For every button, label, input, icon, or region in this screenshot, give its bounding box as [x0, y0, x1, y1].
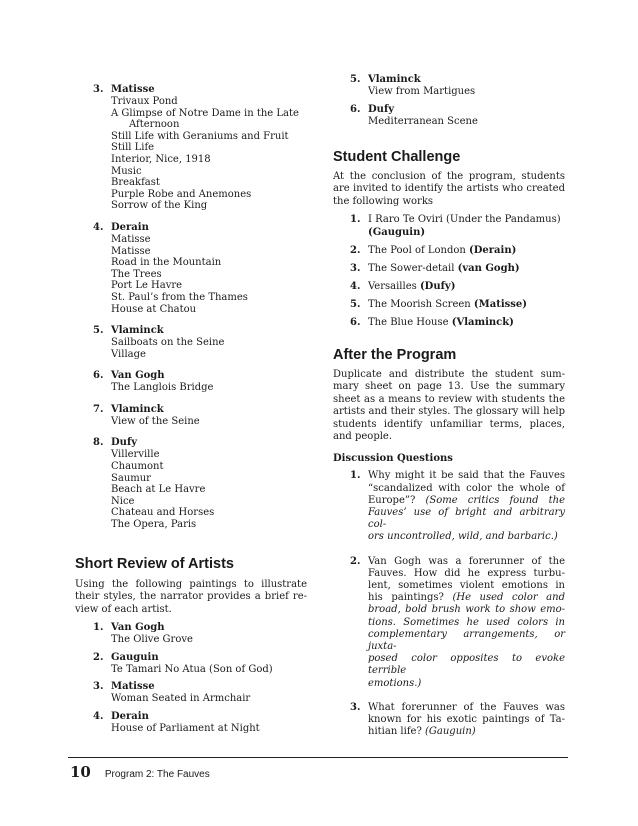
- list-item: [93, 437, 313, 530]
- item-number: 5.: [350, 74, 361, 85]
- list-item: [93, 404, 313, 428]
- painting-title: House of Parliament at Night: [111, 723, 260, 734]
- answer-line: complementary arrangements, or juxta-: [368, 628, 565, 653]
- painting-title: Purple Robe and Anemones: [111, 188, 252, 200]
- item-number: 4.: [93, 711, 104, 722]
- painting-title: Still Life with Geraniums and Fruit: [111, 130, 289, 142]
- list-item: [350, 245, 565, 257]
- painting-title: The Opera, Paris: [111, 519, 197, 531]
- painting-title: Road in the Mountain: [111, 257, 222, 269]
- text-line: sheet as a means to review with students the: [333, 393, 565, 405]
- painting-title: St. Paul’s from the Thames: [111, 291, 248, 303]
- review-list: [75, 622, 307, 734]
- question-item: [350, 702, 565, 739]
- item-text: [368, 263, 565, 275]
- question-number: 1.: [350, 470, 361, 482]
- item-text: [368, 214, 565, 239]
- text-line: “scandalized with color the whole of: [368, 482, 565, 494]
- answer-line: posed color opposites to evoke terrible: [368, 653, 565, 677]
- list-item: [350, 214, 565, 239]
- question-item: [350, 556, 565, 690]
- text-line: and people.: [333, 431, 393, 443]
- list-item: [93, 325, 313, 360]
- answer-text: (Gauguin): [425, 726, 476, 738]
- painting-title: The Pool of London: [368, 244, 466, 256]
- painting-title: Sailboats on the Seine: [111, 337, 225, 349]
- painting-title: I Raro Te Oviri (Under the Pandamus): [368, 214, 561, 226]
- answer-text: (Matisse): [473, 298, 527, 310]
- text-line: Fauves. How did he express turbu-: [368, 567, 565, 579]
- painting-title: The Moorish Screen: [368, 298, 471, 310]
- painting-title: Villerville: [111, 449, 160, 461]
- answer-text: (Gauguin): [368, 226, 426, 238]
- artist-name: Derain: [111, 221, 149, 233]
- short-review-section: [75, 555, 307, 735]
- item-number: 1.: [350, 214, 361, 226]
- text-line: known for his exotic paintings of Ta-: [368, 714, 565, 726]
- artist-name: Vlaminck: [111, 403, 164, 415]
- section-paragraph: [333, 369, 565, 443]
- painting-title: Mediterranean Scene: [368, 115, 478, 127]
- question-number: 3.: [350, 701, 361, 713]
- item-number: 1.: [93, 622, 104, 634]
- after-program-section: [333, 346, 565, 739]
- painting-title: Afternoon: [129, 119, 180, 131]
- text-line: What forerunner of the Fauves was: [368, 701, 565, 713]
- painting-title: View from Martigues: [368, 86, 476, 97]
- list-item: [350, 281, 565, 293]
- item-number: 2.: [350, 244, 361, 256]
- painting-title: Matisse: [111, 245, 151, 257]
- page-number: 10: [70, 763, 91, 781]
- painting-title: Versailles: [368, 280, 417, 292]
- student-challenge-section: [333, 148, 565, 335]
- painting-title: The Olive Grove: [111, 634, 193, 646]
- list-item: [350, 299, 565, 311]
- footer-title: Program 2: The Fauves: [104, 769, 210, 780]
- list-item: [350, 104, 565, 128]
- painting-title: Te Tamari No Atua (Son of God): [111, 663, 273, 675]
- answer-text: (Derain): [469, 244, 517, 256]
- artist-name: Gauguin: [111, 651, 159, 663]
- answer-line: Fauves’ use of bright and arbitrary col-: [368, 507, 565, 531]
- painting-title: Chaumont: [111, 461, 164, 473]
- list-item: [93, 84, 313, 212]
- painting-title: Village: [111, 348, 146, 360]
- question-item: [350, 470, 565, 543]
- artist-name: Vlaminck: [368, 74, 421, 85]
- artist-name: Matisse: [111, 681, 155, 693]
- item-number: 8.: [93, 437, 104, 449]
- item-number: 2.: [93, 651, 104, 663]
- item-number: 3.: [93, 681, 104, 693]
- answer-line: tions. Sometimes he used colors in: [368, 616, 565, 628]
- painting-title: Breakfast: [111, 177, 160, 189]
- artist-name: Vlaminck: [111, 325, 164, 337]
- answer-text: (He used color and: [452, 592, 565, 604]
- artist-name: Dufy: [368, 103, 395, 115]
- list-item: [350, 74, 565, 98]
- answer-line: broad, bold brush work to show emo-: [368, 604, 565, 616]
- text-line: Why might it be said that the Fauves: [368, 470, 565, 482]
- item-number: 6.: [93, 370, 104, 382]
- section-heading: Short Review of Artists: [75, 556, 234, 572]
- question-text-fragment: hitian life?: [368, 726, 422, 738]
- artist-name: Van Gogh: [111, 370, 165, 382]
- painting-title: Still Life: [111, 142, 155, 154]
- challenge-list: [333, 214, 565, 329]
- answer-text: (Some critics found the: [425, 494, 565, 506]
- list-item: [350, 317, 565, 329]
- painting-title: Music: [111, 165, 142, 177]
- section-heading: After the Program: [333, 347, 457, 363]
- answer-text: (Dufy): [419, 280, 456, 292]
- text-line: are invited to identify the artists who created: [333, 183, 565, 195]
- question-text: [368, 702, 565, 739]
- text-line: their styles, the narrator provides a brief re-: [75, 591, 307, 603]
- item-number: 4.: [93, 221, 104, 233]
- text-line: Duplicate and distribute the student sum-: [333, 369, 565, 380]
- text-line: view of each artist.: [75, 603, 172, 615]
- painting-title: Beach at Le Havre: [111, 484, 206, 496]
- discussion-heading: Discussion Questions: [333, 453, 453, 465]
- text-line: Using the following paintings to illustrate: [75, 579, 307, 590]
- section-paragraph: [75, 579, 307, 616]
- footer-rule: [68, 757, 568, 758]
- text-line: [368, 592, 565, 604]
- artist-name: Derain: [111, 711, 149, 722]
- text-line: [368, 495, 565, 507]
- list-item: [93, 711, 307, 735]
- answer-line: ors uncontrolled, wild, and barbaric.): [368, 531, 558, 543]
- text-line: lent, sometimes violent emotions in: [368, 580, 565, 592]
- right-top-list: [350, 74, 565, 127]
- list-item: [350, 263, 565, 275]
- painting-title: Matisse: [111, 233, 151, 245]
- left-column: [93, 84, 313, 531]
- item-number: 6.: [350, 316, 361, 328]
- item-number: 7.: [93, 403, 104, 415]
- list-item: [93, 370, 313, 394]
- item-number: 5.: [350, 298, 361, 310]
- item-number: 6.: [350, 103, 361, 115]
- painting-title: The Sower-detail: [368, 262, 455, 274]
- painting-title: The Langlois Bridge: [111, 382, 214, 394]
- page-footer: [70, 764, 210, 780]
- text-line: artists and their styles. The glossary will help: [333, 406, 565, 418]
- painting-title: Saumur: [111, 472, 151, 484]
- question-number: 2.: [350, 555, 361, 567]
- item-number: 5.: [93, 325, 104, 337]
- artist-name: Van Gogh: [111, 622, 165, 634]
- painting-title: A Glimpse of Notre Dame in the Late: [111, 107, 299, 119]
- item-text: [368, 299, 565, 311]
- section-heading: Student Challenge: [333, 149, 461, 165]
- painting-list: [93, 84, 313, 531]
- painting-title: Nice: [111, 495, 135, 507]
- list-item: [93, 222, 313, 315]
- item-number: 3.: [93, 84, 104, 95]
- painting-title: Chateau and Horses: [111, 507, 215, 519]
- artist-name: Matisse: [111, 84, 155, 95]
- question-text-fragment: Europe”?: [368, 494, 416, 506]
- answer-line: emotions.): [368, 677, 422, 689]
- text-line: Van Gogh was a forerunner of the: [368, 555, 565, 567]
- list-item: [93, 681, 307, 705]
- item-number: 4.: [350, 280, 361, 292]
- text-line: students identify unfamiliar terms, places,: [333, 418, 565, 430]
- item-text: [368, 317, 565, 329]
- painting-title: House at Chatou: [111, 303, 197, 315]
- text-line: At the conclusion of the program, students: [333, 171, 565, 182]
- painting-title: Interior, Nice, 1918: [111, 153, 211, 165]
- question-text-fragment: his paintings?: [368, 592, 444, 604]
- text-line: mary sheet on page 13. Use the summary: [333, 381, 565, 393]
- answer-text: (van Gogh): [457, 262, 520, 274]
- item-number: 3.: [350, 262, 361, 274]
- list-item: [93, 652, 307, 676]
- painting-title: The Blue House: [368, 316, 449, 328]
- painting-title: Port Le Havre: [111, 280, 183, 292]
- painting-title: View of the Seine: [111, 415, 200, 427]
- question-text: [368, 470, 565, 543]
- item-text: [368, 245, 565, 257]
- discussion-questions: [333, 470, 565, 738]
- painting-title: The Trees: [111, 268, 162, 280]
- answer-text: (Vlaminck): [451, 316, 514, 328]
- list-item: [93, 622, 307, 646]
- section-paragraph: [333, 171, 565, 208]
- question-text: [368, 556, 565, 690]
- painting-title: Woman Seated in Armchair: [111, 693, 251, 705]
- painting-title: Sorrow of the King: [111, 200, 208, 212]
- artist-name: Dufy: [111, 437, 138, 449]
- text-line: [368, 726, 565, 738]
- painting-title: Trivaux Pond: [111, 96, 178, 107]
- text-line: the following works: [333, 195, 434, 207]
- item-text: [368, 281, 565, 293]
